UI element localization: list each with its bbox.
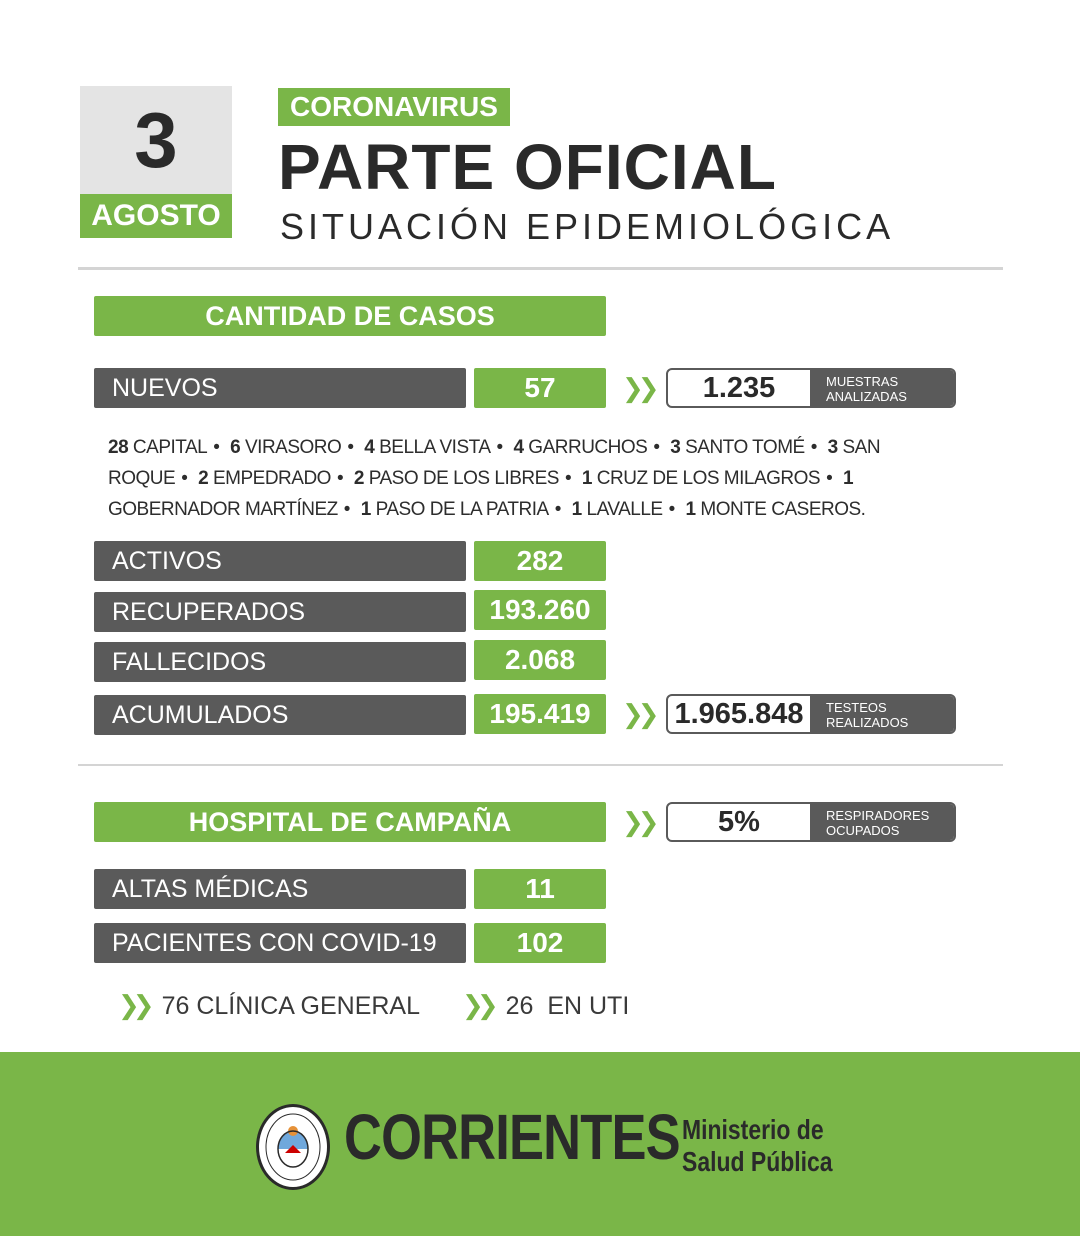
locality-count: 2 — [353, 468, 369, 489]
recuperados-label: RECUPERADOS — [94, 592, 466, 632]
altas-label: ALTAS MÉDICAS — [94, 869, 466, 909]
muestras-value: 1.235 — [702, 372, 776, 404]
coronavirus-tag: CORONAVIRUS — [278, 88, 510, 126]
locality-name: LAVALLE — [586, 499, 663, 520]
muestras-label: MUESTRAS ANALIZADAS — [810, 370, 954, 406]
locality-name: MONTE CASEROS. — [700, 499, 866, 520]
respiradores-box — [666, 802, 956, 842]
locality-count: 4 — [364, 437, 380, 458]
acumulados-value: 195.419 — [474, 694, 606, 734]
bullet-separator: • — [343, 499, 350, 520]
locality-item — [230, 437, 341, 458]
locality-item — [108, 437, 207, 458]
en-uti: 26 EN UTI — [505, 992, 630, 1020]
locality-name: SAN ROQUE — [108, 437, 881, 489]
hospital-heading: HOSPITAL DE CAMPAÑA — [94, 802, 606, 842]
double-chevron-right-icon: ❯❯ — [622, 373, 654, 403]
ministry-name: Ministerio de Salud Pública — [682, 1114, 833, 1177]
bullet-separator: • — [826, 468, 833, 489]
respiradores-value: 5% — [718, 806, 760, 838]
locality-item — [361, 499, 549, 520]
locality-item — [582, 468, 820, 489]
locality-count: 6 — [230, 437, 245, 458]
nuevos-value: 57 — [474, 368, 606, 408]
page-subtitle: SITUACIÓN EPIDEMIOLÓGICA — [280, 206, 895, 247]
activos-label: ACTIVOS — [94, 541, 466, 581]
fallecidos-label: FALLECIDOS — [94, 642, 466, 682]
locality-item — [513, 437, 647, 458]
locality-name: GARRUCHOS — [528, 437, 648, 458]
bullet-separator: • — [653, 437, 660, 458]
locality-name: VIRASORO — [245, 437, 342, 458]
respiradores-label: RESPIRADORES OCUPADOS — [810, 804, 954, 840]
date-day: 3 — [80, 86, 232, 194]
seal-graphic — [259, 1107, 327, 1187]
clinica-general: 76 CLÍNICA GENERAL — [161, 992, 420, 1020]
bullet-separator: • — [554, 499, 561, 520]
altas-value: 11 — [474, 869, 606, 909]
bullet-separator: • — [564, 468, 572, 489]
locality-item — [686, 499, 866, 520]
locality-name: SANTO TOMÉ — [685, 437, 805, 458]
bullet-separator: • — [496, 437, 503, 458]
testeos-box — [666, 694, 956, 734]
activos-value: 282 — [474, 541, 606, 581]
locality-name: GOBERNADOR MARTÍNEZ — [108, 499, 338, 520]
date-month: AGOSTO — [80, 194, 232, 238]
bullet-separator: • — [181, 468, 188, 489]
locality-count: 1 — [571, 499, 587, 520]
pacientes-label: PACIENTES CON COVID-19 — [94, 923, 466, 963]
divider — [78, 764, 1003, 766]
bullet-separator: • — [668, 499, 675, 520]
locality-count: 1 — [581, 468, 597, 489]
locality-count: 2 — [198, 468, 213, 489]
locality-count: 4 — [513, 437, 529, 458]
cases-by-locality — [108, 432, 968, 525]
provincial-seal-icon — [256, 1104, 330, 1190]
cases-heading: CANTIDAD DE CASOS — [94, 296, 606, 336]
acumulados-label: ACUMULADOS — [94, 695, 466, 735]
muestras-box — [666, 368, 956, 408]
locality-count: 28 — [108, 437, 133, 458]
locality-name: EMPEDRADO — [212, 468, 331, 489]
double-chevron-right-icon: ❯❯ — [622, 699, 654, 729]
bullet-separator: • — [336, 468, 344, 489]
double-chevron-right-icon: ❯❯ — [118, 990, 148, 1020]
testeos-label: TESTEOS REALIZADOS — [810, 696, 954, 732]
bullet-separator: • — [347, 437, 354, 458]
nuevos-label: NUEVOS — [94, 368, 466, 408]
divider — [78, 267, 1003, 270]
pacientes-value: 102 — [474, 923, 606, 963]
locality-count: 3 — [670, 437, 686, 458]
locality-item — [198, 468, 331, 489]
locality-name: PASO DE LA PATRIA — [375, 499, 549, 520]
locality-count: 3 — [827, 437, 843, 458]
brand-name: CORRIENTES — [344, 1101, 680, 1173]
locality-name: CAPITAL — [132, 437, 208, 458]
locality-count: 1 — [843, 468, 854, 489]
locality-item — [354, 468, 559, 489]
locality-item — [670, 437, 804, 458]
locality-item — [364, 437, 490, 458]
locality-count: 1 — [685, 499, 701, 520]
fallecidos-value: 2.068 — [474, 640, 606, 680]
bullet-separator: • — [213, 437, 220, 458]
double-chevron-right-icon: ❯❯ — [462, 990, 492, 1020]
double-chevron-right-icon: ❯❯ — [622, 807, 654, 837]
locality-name: PASO DE LOS LIBRES — [368, 468, 559, 489]
page-title: PARTE OFICIAL — [278, 131, 777, 203]
locality-item — [572, 499, 663, 520]
patients-breakdown — [118, 985, 629, 1025]
locality-count: 1 — [360, 499, 376, 520]
testeos-value: 1.965.848 — [674, 698, 804, 730]
locality-name: BELLA VISTA — [379, 437, 491, 458]
recuperados-value: 193.260 — [474, 590, 606, 630]
locality-name: CRUZ DE LOS MILAGROS — [596, 468, 821, 489]
bullet-separator: • — [810, 437, 817, 458]
